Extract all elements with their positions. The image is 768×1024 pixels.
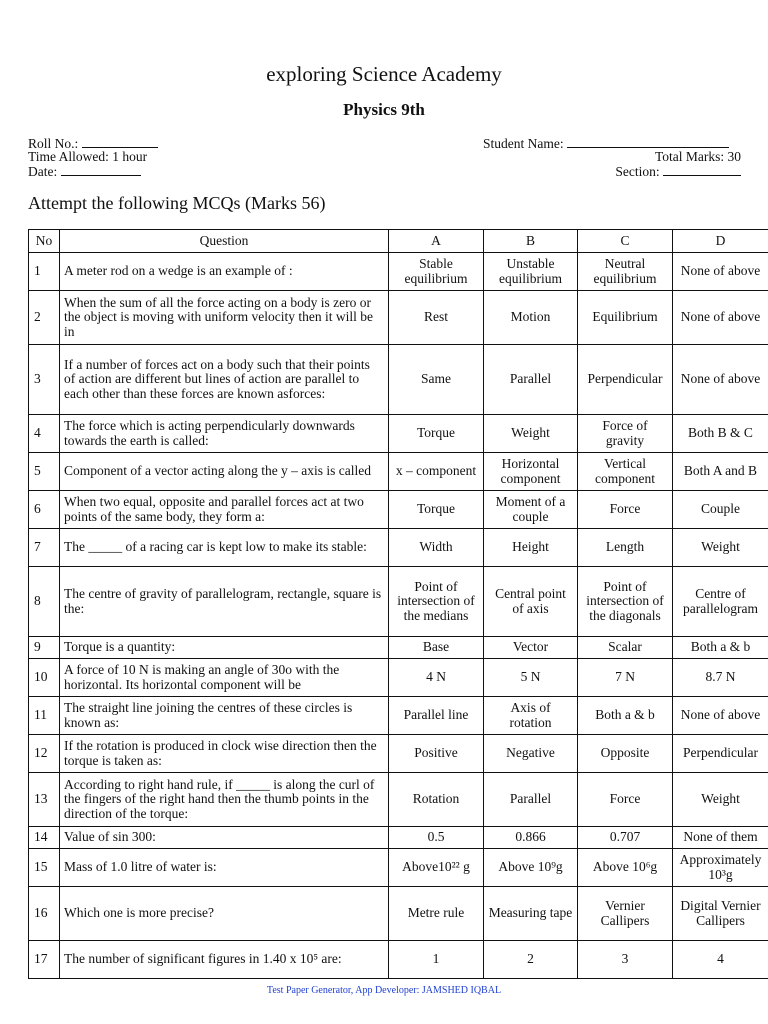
section-blank bbox=[663, 164, 741, 176]
option-a: Point of intersection of the medians bbox=[389, 567, 484, 637]
option-c: 0.707 bbox=[578, 827, 673, 849]
table-row bbox=[29, 827, 768, 849]
option-d: Both a & b bbox=[673, 637, 768, 659]
option-a: Above10²² g bbox=[389, 849, 484, 887]
question-text: The number of significant figures in 1.40 x 10⁵ are: bbox=[60, 941, 389, 979]
table-row bbox=[29, 735, 768, 773]
option-c: Scalar bbox=[578, 637, 673, 659]
header-option-d: D bbox=[673, 230, 768, 253]
question-text: The centre of gravity of parallelogram, rectangle, square is the: bbox=[60, 567, 389, 637]
option-c: Neutral equilibrium bbox=[578, 253, 673, 291]
option-d: Couple bbox=[673, 491, 768, 529]
option-a: Width bbox=[389, 529, 484, 567]
header-no: No bbox=[29, 230, 60, 253]
header-option-b: B bbox=[484, 230, 578, 253]
option-b: 0.866 bbox=[484, 827, 578, 849]
option-b: Unstable equilibrium bbox=[484, 253, 578, 291]
section-label: Section: bbox=[615, 164, 660, 179]
option-a: 1 bbox=[389, 941, 484, 979]
question-text: The _____ of a racing car is kept low to make its stable: bbox=[60, 529, 389, 567]
footer-credit[interactable]: Test Paper Generator, App Developer: JAMSHED IQBAL bbox=[266, 985, 502, 996]
table-row bbox=[29, 415, 768, 453]
option-c: 3 bbox=[578, 941, 673, 979]
option-d: None of above bbox=[673, 345, 768, 415]
option-c: Point of intersection of the diagonals bbox=[578, 567, 673, 637]
option-d: Perpendicular bbox=[673, 735, 768, 773]
question-number: 5 bbox=[29, 453, 60, 491]
option-b: Negative bbox=[484, 735, 578, 773]
question-number: 12 bbox=[29, 735, 60, 773]
option-b: Moment of a couple bbox=[484, 491, 578, 529]
question-text: When two equal, opposite and parallel forces act at two points of the same body, they form a: bbox=[60, 491, 389, 529]
option-a: Same bbox=[389, 345, 484, 415]
table-row bbox=[29, 773, 768, 827]
option-c: Perpendicular bbox=[578, 345, 673, 415]
question-text: According to right hand rule, if _____ is along the curl of the fingers of the right hand then the thumb points in the direction of the torque: bbox=[60, 773, 389, 827]
option-c: Force of gravity bbox=[578, 415, 673, 453]
table-row bbox=[29, 567, 768, 637]
option-c: 7 N bbox=[578, 659, 673, 697]
table-row bbox=[29, 529, 768, 567]
total-marks: Total Marks: 30 bbox=[654, 149, 741, 164]
question-number: 16 bbox=[29, 887, 60, 941]
table-row bbox=[29, 887, 768, 941]
option-c: Force bbox=[578, 491, 673, 529]
question-text: When the sum of all the force acting on a body is zero or the object is moving with uniform velocity then it will be in bbox=[60, 291, 389, 345]
option-a: Parallel line bbox=[389, 697, 484, 735]
option-a: 4 N bbox=[389, 659, 484, 697]
table-row bbox=[29, 941, 768, 979]
question-text: Component of a vector acting along the y – axis is called bbox=[60, 453, 389, 491]
option-c: Vernier Callipers bbox=[578, 887, 673, 941]
option-c: Both a & b bbox=[578, 697, 673, 735]
table-row bbox=[29, 659, 768, 697]
option-b: Motion bbox=[484, 291, 578, 345]
question-number: 17 bbox=[29, 941, 60, 979]
option-b: Measuring tape bbox=[484, 887, 578, 941]
option-b: Parallel bbox=[484, 773, 578, 827]
date-label: Date: bbox=[28, 164, 58, 179]
question-text: If a number of forces act on a body such that their points of action are different but lines of action are parallel to each other than these forces are known asforces: bbox=[60, 345, 389, 415]
academy-title: exploring Science Academy bbox=[266, 62, 502, 86]
question-number: 8 bbox=[29, 567, 60, 637]
question-number: 9 bbox=[29, 637, 60, 659]
option-c: Above 10⁶g bbox=[578, 849, 673, 887]
option-c: Equilibrium bbox=[578, 291, 673, 345]
option-b: Vector bbox=[484, 637, 578, 659]
question-number: 13 bbox=[29, 773, 60, 827]
option-a: Stable equilibrium bbox=[389, 253, 484, 291]
option-a: 0.5 bbox=[389, 827, 484, 849]
paper-subject: Physics 9th bbox=[343, 100, 425, 119]
question-text: The force which is acting perpendicularly downwards towards the earth is called: bbox=[60, 415, 389, 453]
question-text: Mass of 1.0 litre of water is: bbox=[60, 849, 389, 887]
question-text: If the rotation is produced in clock wise direction then the torque is taken as: bbox=[60, 735, 389, 773]
date-field bbox=[28, 164, 141, 179]
option-d: Centre of parallelogram bbox=[673, 567, 768, 637]
option-c: Force bbox=[578, 773, 673, 827]
table-row bbox=[29, 345, 768, 415]
table-row bbox=[29, 253, 768, 291]
option-c: Length bbox=[578, 529, 673, 567]
table-row bbox=[29, 291, 768, 345]
table-row bbox=[29, 637, 768, 659]
option-a: Base bbox=[389, 637, 484, 659]
header-option-c: C bbox=[578, 230, 673, 253]
option-b: Central point of axis bbox=[484, 567, 578, 637]
question-text: Value of sin 300: bbox=[60, 827, 389, 849]
mcq-body bbox=[29, 253, 768, 979]
option-b: Height bbox=[484, 529, 578, 567]
question-text: A force of 10 N is making an angle of 30o with the horizontal. Its horizontal component will be bbox=[60, 659, 389, 697]
option-d: Both A and B bbox=[673, 453, 768, 491]
option-b: Parallel bbox=[484, 345, 578, 415]
option-c: Opposite bbox=[578, 735, 673, 773]
question-number: 11 bbox=[29, 697, 60, 735]
date-blank bbox=[61, 164, 141, 176]
student-name-label: Student Name: bbox=[483, 136, 564, 151]
table-header-row bbox=[29, 230, 768, 253]
option-d: None of above bbox=[673, 697, 768, 735]
roll-number-label: Roll No.: bbox=[28, 136, 79, 151]
option-d: Approximately 10³g bbox=[673, 849, 768, 887]
student-name-blank bbox=[567, 136, 729, 148]
section-field bbox=[615, 164, 741, 179]
question-number: 1 bbox=[29, 253, 60, 291]
option-a: Rotation bbox=[389, 773, 484, 827]
option-d: Weight bbox=[673, 773, 768, 827]
time-allowed: Time Allowed: 1 hour bbox=[28, 149, 148, 164]
option-a: Positive bbox=[389, 735, 484, 773]
option-b: Above 10⁹g bbox=[484, 849, 578, 887]
table-row bbox=[29, 697, 768, 735]
header-question: Question bbox=[60, 230, 389, 253]
option-b: 5 N bbox=[484, 659, 578, 697]
option-a: Rest bbox=[389, 291, 484, 345]
option-b: 2 bbox=[484, 941, 578, 979]
question-number: 4 bbox=[29, 415, 60, 453]
option-d: None of above bbox=[673, 291, 768, 345]
question-text: A meter rod on a wedge is an example of : bbox=[60, 253, 389, 291]
option-d: Weight bbox=[673, 529, 768, 567]
table-row bbox=[29, 849, 768, 887]
question-text: Torque is a quantity: bbox=[60, 637, 389, 659]
option-c: Vertical component bbox=[578, 453, 673, 491]
option-b: Axis of rotation bbox=[484, 697, 578, 735]
mcq-table bbox=[28, 229, 768, 979]
question-number: 7 bbox=[29, 529, 60, 567]
question-text: The straight line joining the centres of these circles is known as: bbox=[60, 697, 389, 735]
option-d: Both B & C bbox=[673, 415, 768, 453]
option-d: None of above bbox=[673, 253, 768, 291]
option-d: 8.7 N bbox=[673, 659, 768, 697]
section-heading: Attempt the following MCQs (Marks 56) bbox=[28, 193, 326, 213]
option-a: Torque bbox=[389, 491, 484, 529]
option-a: Metre rule bbox=[389, 887, 484, 941]
table-row bbox=[29, 453, 768, 491]
question-number: 15 bbox=[29, 849, 60, 887]
option-a: Torque bbox=[389, 415, 484, 453]
option-b: Weight bbox=[484, 415, 578, 453]
question-text: Which one is more precise? bbox=[60, 887, 389, 941]
option-d: 4 bbox=[673, 941, 768, 979]
question-number: 14 bbox=[29, 827, 60, 849]
question-number: 3 bbox=[29, 345, 60, 415]
header-option-a: A bbox=[389, 230, 484, 253]
question-number: 6 bbox=[29, 491, 60, 529]
question-number: 2 bbox=[29, 291, 60, 345]
option-b: Horizontal component bbox=[484, 453, 578, 491]
option-d: Digital Vernier Callipers bbox=[673, 887, 768, 941]
option-a: x – component bbox=[389, 453, 484, 491]
question-number: 10 bbox=[29, 659, 60, 697]
option-d: None of them bbox=[673, 827, 768, 849]
roll-number-blank bbox=[82, 136, 158, 148]
table-row bbox=[29, 491, 768, 529]
